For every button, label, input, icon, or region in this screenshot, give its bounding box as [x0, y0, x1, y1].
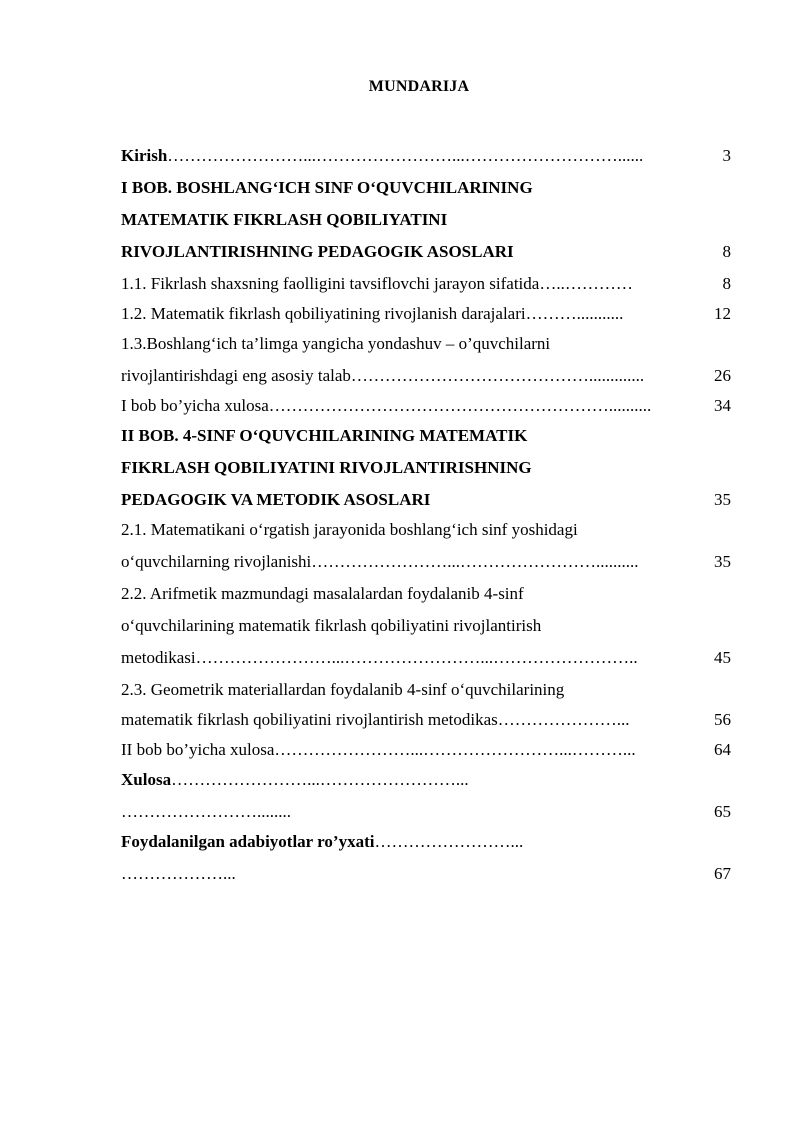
toc-entry-text [121, 830, 523, 854]
toc-entry [121, 364, 731, 388]
toc-entry-text [121, 862, 236, 886]
toc-entry [121, 488, 731, 512]
toc-page-number: 8 [722, 242, 731, 261]
toc-entry-text [121, 394, 651, 418]
toc-entry-label: metodikasi……………………...……………………...…………………….. [121, 648, 638, 667]
toc-entry [121, 738, 731, 762]
toc-entry-heading: Kirish [121, 146, 168, 165]
toc-entry-label: II bob bo’yicha xulosa……………………...……………………...………... [121, 740, 636, 759]
toc-entry-label: ………………... [121, 864, 236, 883]
toc-entry-text [121, 768, 469, 792]
toc-entry-text [121, 176, 533, 200]
toc-entry-heading: RIVOJLANTIRISHNING PEDAGOGIK ASOSLARI [121, 242, 514, 261]
toc-entry [121, 456, 731, 480]
toc-entry-label: I bob bo’yicha xulosa…………………………………………………….......... [121, 396, 652, 415]
toc-entry-text [121, 646, 638, 670]
toc-entry-text [121, 518, 578, 542]
toc-entry-heading: Xulosa [121, 770, 172, 789]
toc-page-number: 35 [714, 552, 731, 571]
toc-entry-heading: PEDAGOGIK VA METODIK ASOSLARI [121, 490, 431, 509]
toc-entry-text [121, 550, 639, 574]
toc-entry-text [121, 456, 532, 480]
toc-entry-text [121, 488, 430, 512]
toc-entry-text [121, 302, 623, 326]
toc-entry [121, 646, 731, 670]
page-title: MUNDARIJA [368, 78, 470, 95]
toc-page-number: 64 [714, 740, 731, 759]
toc-entry [121, 302, 731, 326]
toc-entry [121, 332, 731, 356]
toc-entry-label: ……………………........ [121, 802, 291, 821]
toc-entry-label: 1.1. Fikrlash shaxsning faolligini tavsiflovchi jarayon sifatida…..………… [121, 274, 633, 293]
toc-entry-text [121, 678, 564, 702]
toc-entry-text [121, 708, 630, 732]
toc-entry [121, 518, 731, 542]
toc-entry-text [121, 240, 514, 264]
toc-entry [121, 614, 731, 638]
toc-page-number: 56 [714, 710, 731, 729]
toc-entry-label: ……………………... [374, 832, 524, 851]
toc-entry [121, 800, 731, 824]
toc-page-number: 67 [714, 864, 731, 883]
toc-entry-text [121, 614, 541, 638]
toc-entry-text [121, 272, 633, 296]
toc-entry-heading: I BOB. BOSHLANG‘ICH SINF O‘QUVCHILARINING [121, 178, 533, 197]
toc-entry-label: o‘quvchilarning rivojlanishi……………………...…………………….......... [121, 552, 639, 571]
toc-entry-text [121, 144, 643, 168]
toc-page-number: 8 [722, 274, 731, 293]
toc-entry [121, 708, 731, 732]
toc-entry [121, 144, 731, 168]
toc-entry-label: matematik fikrlash qobiliyatini rivojlantirish metodikas…………………... [121, 710, 630, 729]
toc-entry [121, 240, 731, 264]
toc-page-number: 34 [714, 396, 731, 415]
toc-entry-label: rivojlantirishdagi eng asosiy talab……………………………………............. [121, 366, 645, 385]
toc-entry-label: ……………………...……………………...………………………...... [167, 146, 644, 165]
toc-entry-text [121, 800, 291, 824]
toc-page-number: 12 [714, 304, 731, 323]
toc-entry-label: o‘quvchilarining matematik fikrlash qobiliyatini rivojlantirish [121, 616, 542, 635]
toc-entry [121, 862, 731, 886]
toc-entry-text [121, 332, 550, 356]
toc-entry-heading: Foydalanilgan adabiyotlar ro’yxati [121, 832, 375, 851]
toc-entry-heading: MATEMATIK FIKRLASH QOBILIYATINI [121, 210, 448, 229]
toc-page-number: 3 [722, 146, 731, 165]
toc-entry-text [121, 208, 447, 232]
toc-entry-label: 1.3.Boshlang‘ich ta’limga yangicha yondashuv – o’quvchilarni [121, 334, 551, 353]
toc-entry-heading: FIKRLASH QOBILIYATINI RIVOJLANTIRISHNING [121, 458, 532, 477]
toc-page-number: 65 [714, 802, 731, 821]
toc-entry-text [121, 738, 636, 762]
toc-entry-label: 1.2. Matematik fikrlash qobiliyatining rivojlanish darajalari………........... [121, 304, 624, 323]
toc-entry [121, 678, 731, 702]
toc-page-number: 35 [714, 490, 731, 509]
toc-entry-text [121, 582, 524, 606]
toc-entry [121, 830, 731, 854]
toc-entry-label: 2.2. Arifmetik mazmundagi masalalardan foydalanib 4-sinf [121, 584, 524, 603]
toc-entry [121, 550, 731, 574]
toc-entry [121, 208, 731, 232]
toc-entry-heading: II BOB. 4-SINF O‘QUVCHILARINING MATEMATIK [121, 426, 528, 445]
toc-page-number: 45 [714, 648, 731, 667]
toc-entry-label: 2.3. Geometrik materiallardan foydalanib 4-sinf o‘quvchilarining [121, 680, 565, 699]
toc-entry-text [121, 364, 644, 388]
toc-entry [121, 768, 731, 792]
toc-entry [121, 176, 731, 200]
toc-entry-label: ……………………...……………………... [171, 770, 469, 789]
toc-entry-label: 2.1. Matematikani o‘rgatish jarayonida boshlang‘ich sinf yoshidagi [121, 520, 578, 539]
toc-entry [121, 424, 731, 448]
toc-entry [121, 394, 731, 418]
toc-entry-text [121, 424, 527, 448]
toc-entry [121, 272, 731, 296]
toc-entry [121, 582, 731, 606]
toc-page-number: 26 [714, 366, 731, 385]
